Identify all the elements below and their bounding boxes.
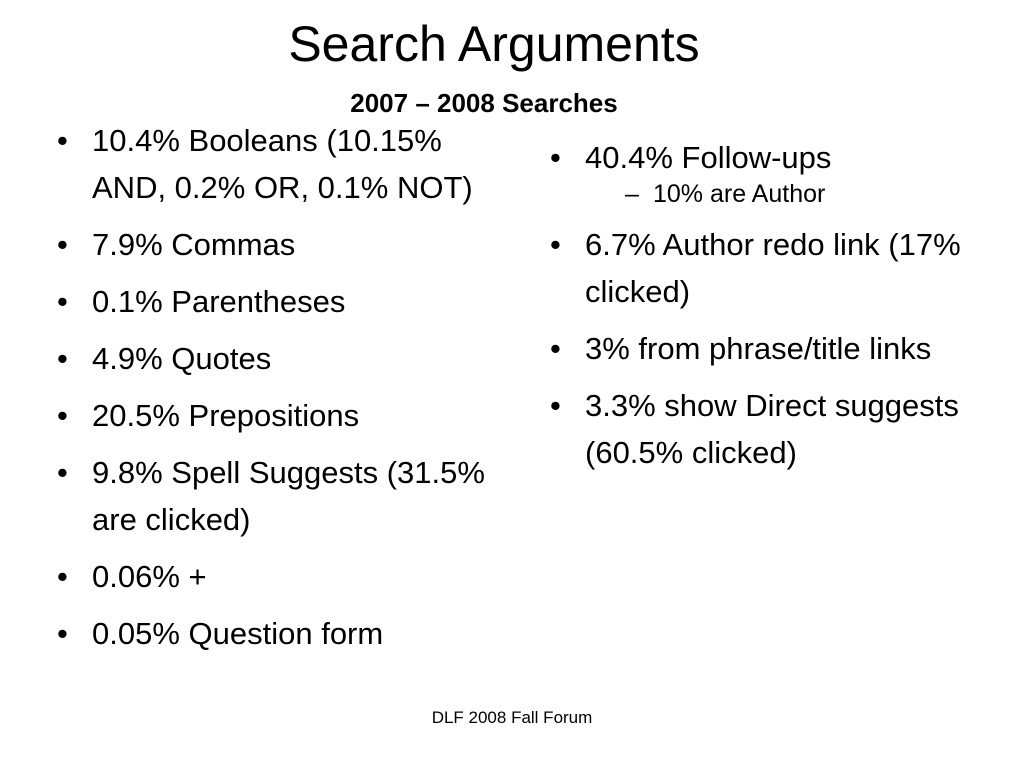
- bullet-icon: •: [57, 341, 68, 376]
- bullet-icon: •: [57, 398, 68, 433]
- list-item-text: 10.4% Booleans (10.15% AND, 0.2% OR, 0.1% NOT): [92, 123, 473, 205]
- dash-icon: –: [625, 180, 639, 208]
- list-item: [548, 382, 978, 476]
- bullet-icon: •: [550, 227, 561, 262]
- bullet-icon: •: [550, 331, 561, 366]
- slide-footer: DLF 2008 Fall Forum: [431, 708, 593, 727]
- bullet-icon: •: [550, 140, 561, 175]
- list-item: [55, 449, 495, 543]
- list-item-text: 40.4% Follow-ups: [585, 140, 832, 175]
- bullet-icon: •: [57, 123, 68, 158]
- right-bullet-list: [548, 134, 978, 486]
- sub-bullet-list: [585, 177, 978, 211]
- list-item-text: 4.9% Quotes: [92, 341, 272, 376]
- bullet-icon: •: [57, 455, 68, 490]
- slide-subtitle: 2007 – 2008 Searches: [350, 88, 618, 118]
- list-item: [548, 325, 978, 372]
- list-item-text: 3% from phrase/title links: [585, 331, 932, 366]
- list-item: [55, 392, 495, 439]
- list-item: [55, 221, 495, 268]
- slide-title: Search Arguments: [288, 16, 700, 72]
- bullet-icon: •: [57, 616, 68, 651]
- list-item-text: 20.5% Prepositions: [92, 398, 360, 433]
- left-bullet-list: [55, 117, 495, 667]
- list-item-text: 0.1% Parentheses: [92, 284, 346, 319]
- list-item: [55, 335, 495, 382]
- bullet-icon: •: [57, 284, 68, 319]
- sub-list-item-text: 10% are Author: [653, 180, 826, 208]
- list-item: [548, 221, 978, 315]
- list-item: [55, 553, 495, 600]
- list-item-text: 6.7% Author redo link (17% clicked): [585, 227, 961, 309]
- bullet-icon: •: [57, 227, 68, 262]
- list-item: [55, 610, 495, 657]
- list-item-text: 9.8% Spell Suggests (31.5% are clicked): [92, 455, 485, 537]
- list-item-text: 0.06% +: [92, 559, 207, 594]
- bullet-icon: •: [550, 388, 561, 423]
- list-item-text: 0.05% Question form: [92, 616, 384, 651]
- sub-list-item: [605, 177, 978, 211]
- list-item-text: 7.9% Commas: [92, 227, 296, 262]
- list-item: [55, 278, 495, 325]
- bullet-icon: •: [57, 559, 68, 594]
- list-item: [55, 117, 495, 211]
- list-item-text: 3.3% show Direct suggests (60.5% clicked): [585, 388, 959, 470]
- list-item: [548, 134, 978, 211]
